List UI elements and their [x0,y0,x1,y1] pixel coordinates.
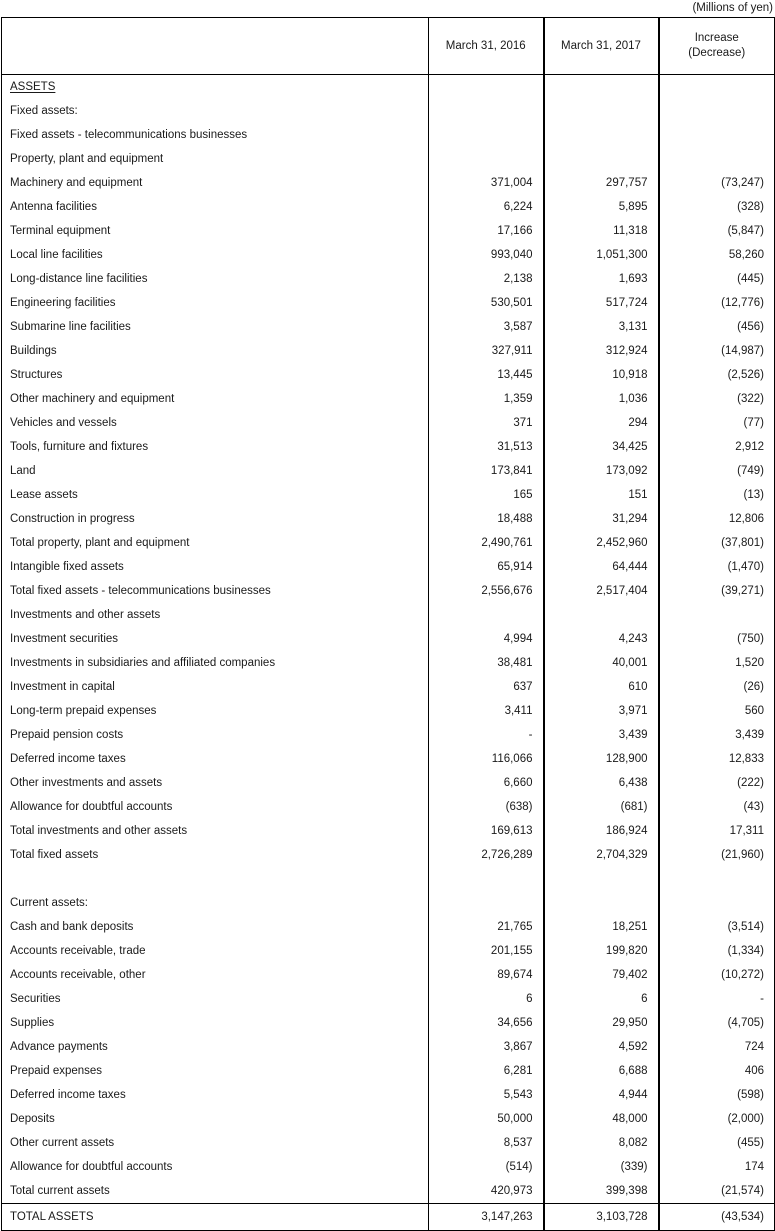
cell-value-2017 [544,99,659,123]
cell-value-2017 [544,867,659,891]
row-label: Construction in progress [2,507,429,531]
cell-value-2017: 29,950 [544,1011,659,1035]
row-label: Fixed assets: [2,99,429,123]
row-label: Long-term prepaid expenses [2,699,429,723]
row-label: Terminal equipment [2,219,429,243]
cell-value-2016: 2,556,676 [429,579,544,603]
table-row [2,531,775,555]
cell-value-2017: 6,438 [544,771,659,795]
cell-value-2016: 201,155 [429,939,544,963]
cell-value-2017: (681) [544,795,659,819]
cell-value-2017: (339) [544,1155,659,1179]
row-label: Current assets: [2,891,429,915]
cell-value-2017 [544,147,659,171]
table-row [2,315,775,339]
table-row [2,651,775,675]
cell-value-2017: 5,895 [544,195,659,219]
cell-value-2016: 6,224 [429,195,544,219]
cell-value-2016: 371,004 [429,171,544,195]
cell-value-change: 58,260 [659,243,775,267]
cell-value-change: (77) [659,411,775,435]
cell-value-2016: 6,660 [429,771,544,795]
cell-value-change: 724 [659,1035,775,1059]
cell-value-2017 [544,75,659,100]
cell-value-2016: 2,138 [429,267,544,291]
row-label: Allowance for doubtful accounts [2,1155,429,1179]
row-label: Securities [2,987,429,1011]
table-row [2,1131,775,1155]
row-label: Allowance for doubtful accounts [2,795,429,819]
cell-value-change: 17,311 [659,819,775,843]
row-label: Cash and bank deposits [2,915,429,939]
cell-value-2017 [544,891,659,915]
row-label: Machinery and equipment [2,171,429,195]
cell-value-change [659,603,775,627]
table-row [2,891,775,915]
cell-value-change: (2,526) [659,363,775,387]
cell-value-change: (43) [659,795,775,819]
row-label: Supplies [2,1011,429,1035]
cell-value-2016: - [429,723,544,747]
table-row [2,795,775,819]
cell-value-2016: 327,911 [429,339,544,363]
cell-value-2016: 3,867 [429,1035,544,1059]
row-label: Accounts receivable, trade [2,939,429,963]
cell-value-2016: (514) [429,1155,544,1179]
table-row [2,939,775,963]
table-row [2,267,775,291]
cell-value-change: (455) [659,1131,775,1155]
cell-value-change: (749) [659,459,775,483]
table-row [2,1035,775,1059]
row-label: Total current assets [2,1179,429,1204]
cell-value-change [659,75,775,100]
row-label: Deferred income taxes [2,1083,429,1107]
row-label [2,75,429,100]
cell-value-2016: 3,147,263 [429,1204,544,1231]
cell-value-2017: 294 [544,411,659,435]
table-row [2,555,775,579]
cell-value-2017: 1,051,300 [544,243,659,267]
cell-value-change: (10,272) [659,963,775,987]
cell-value-2017: 1,693 [544,267,659,291]
cell-value-2017: 10,918 [544,363,659,387]
header-cell-year-2017 [544,18,659,75]
cell-value-2017: 128,900 [544,747,659,771]
table-row [2,1179,775,1204]
cell-value-2017: 517,724 [544,291,659,315]
table-row [2,1155,775,1179]
cell-value-2016 [429,99,544,123]
cell-value-2017: 3,131 [544,315,659,339]
cell-value-change: (1,334) [659,939,775,963]
units-caption: (Millions of yen) [692,2,773,14]
cell-value-change: 12,806 [659,507,775,531]
cell-value-2017: 199,820 [544,939,659,963]
table-row [2,699,775,723]
table-row [2,75,775,100]
cell-value-change: (322) [659,387,775,411]
cell-value-change: (4,705) [659,1011,775,1035]
row-label: Deferred income taxes [2,747,429,771]
cell-value-change: (14,987) [659,339,775,363]
table-row [2,1204,775,1231]
row-label: Total investments and other assets [2,819,429,843]
table-row [2,771,775,795]
table-row [2,747,775,771]
table-row [2,963,775,987]
cell-value-2016 [429,891,544,915]
cell-value-2016: 31,513 [429,435,544,459]
cell-value-change [659,891,775,915]
cell-value-2016: 13,445 [429,363,544,387]
cell-value-2017: 2,704,329 [544,843,659,867]
cell-value-change [659,99,775,123]
table-body [2,75,775,1231]
cell-value-change: (222) [659,771,775,795]
row-label: Long-distance line facilities [2,267,429,291]
row-label: Investment securities [2,627,429,651]
row-label: Local line facilities [2,243,429,267]
cell-value-change: (43,534) [659,1204,775,1231]
cell-value-change: 1,520 [659,651,775,675]
cell-value-2017: 2,517,404 [544,579,659,603]
table-row [2,243,775,267]
row-label: Total fixed assets - telecommunications businesses [2,579,429,603]
row-label: Property, plant and equipment [2,147,429,171]
cell-value-2016: 17,166 [429,219,544,243]
row-label: Lease assets [2,483,429,507]
cell-value-change: (26) [659,675,775,699]
cell-value-change: (3,514) [659,915,775,939]
row-label: Structures [2,363,429,387]
cell-value-2016: 3,587 [429,315,544,339]
header-cell-increase-decrease [659,18,775,75]
cell-value-2017: 31,294 [544,507,659,531]
cell-value-2016: 530,501 [429,291,544,315]
cell-value-2016: 637 [429,675,544,699]
header-increase-line1: Increase [694,32,739,44]
cell-value-2017: 8,082 [544,1131,659,1155]
row-label: Other investments and assets [2,771,429,795]
header-cell-label [2,18,429,75]
cell-value-2016: 50,000 [429,1107,544,1131]
assets-balance-sheet-table [1,17,775,1231]
cell-value-change: (445) [659,267,775,291]
table-row [2,195,775,219]
cell-value-2016: 65,914 [429,555,544,579]
row-label: Investments and other assets [2,603,429,627]
table-row [2,723,775,747]
header-increase-line2: (Decrease) [688,47,746,59]
row-label: Total property, plant and equipment [2,531,429,555]
cell-value-change: 3,439 [659,723,775,747]
cell-value-change: 406 [659,1059,775,1083]
cell-value-2017: 3,439 [544,723,659,747]
cell-value-2016 [429,867,544,891]
row-label: Fixed assets - telecommunications businesses [2,123,429,147]
table-row [2,627,775,651]
cell-value-2017: 18,251 [544,915,659,939]
cell-value-2016: 2,490,761 [429,531,544,555]
cell-value-2016: 89,674 [429,963,544,987]
table-row [2,1107,775,1131]
table-row [2,987,775,1011]
cell-value-2016 [429,75,544,100]
cell-value-change: 560 [659,699,775,723]
cell-value-2017 [544,603,659,627]
cell-value-2017: 297,757 [544,171,659,195]
cell-value-2017: 3,971 [544,699,659,723]
row-label: Accounts receivable, other [2,963,429,987]
table-row [2,147,775,171]
cell-value-change: (750) [659,627,775,651]
cell-value-2017: 2,452,960 [544,531,659,555]
row-label: Prepaid expenses [2,1059,429,1083]
table-row [2,843,775,867]
row-label: Other machinery and equipment [2,387,429,411]
cell-value-2017: 79,402 [544,963,659,987]
cell-value-change: (2,000) [659,1107,775,1131]
row-label: Engineering facilities [2,291,429,315]
cell-value-change: (21,960) [659,843,775,867]
cell-value-2016: 4,994 [429,627,544,651]
table-header-row [2,18,775,75]
cell-value-2017: 11,318 [544,219,659,243]
cell-value-2016: 6,281 [429,1059,544,1083]
cell-value-2016: 5,543 [429,1083,544,1107]
cell-value-2016 [429,603,544,627]
table-row [2,363,775,387]
row-label: Land [2,459,429,483]
cell-value-2016: 420,973 [429,1179,544,1204]
row-label: Tools, furniture and fixtures [2,435,429,459]
cell-value-2016: 371 [429,411,544,435]
cell-value-change: (13) [659,483,775,507]
table-row [2,915,775,939]
cell-value-change: 2,912 [659,435,775,459]
row-label: Investment in capital [2,675,429,699]
cell-value-2017: 4,243 [544,627,659,651]
cell-value-change: (73,247) [659,171,775,195]
cell-value-change: (39,271) [659,579,775,603]
cell-value-2016: 169,613 [429,819,544,843]
section-title: ASSETS [10,81,56,93]
cell-value-2016: 6 [429,987,544,1011]
row-label: Vehicles and vessels [2,411,429,435]
cell-value-2017: 48,000 [544,1107,659,1131]
table-row [2,1011,775,1035]
row-label: Submarine line facilities [2,315,429,339]
cell-value-change: (21,574) [659,1179,775,1204]
cell-value-2017: 3,103,728 [544,1204,659,1231]
cell-value-2016: 18,488 [429,507,544,531]
cell-value-2016: 3,411 [429,699,544,723]
row-label: Other current assets [2,1131,429,1155]
cell-value-change [659,123,775,147]
table-row [2,99,775,123]
cell-value-2016: 1,359 [429,387,544,411]
row-label: Intangible fixed assets [2,555,429,579]
table-row [2,435,775,459]
cell-value-change: (12,776) [659,291,775,315]
cell-value-2016 [429,147,544,171]
row-label [2,867,429,891]
table-row [2,579,775,603]
cell-value-2017: 34,425 [544,435,659,459]
cell-value-change: (598) [659,1083,775,1107]
cell-value-2017: 64,444 [544,555,659,579]
cell-value-2017: 173,092 [544,459,659,483]
cell-value-change: (1,470) [659,555,775,579]
table-row [2,867,775,891]
table-row [2,1083,775,1107]
cell-value-2017: 1,036 [544,387,659,411]
cell-value-2016 [429,123,544,147]
cell-value-2016: 173,841 [429,459,544,483]
row-label: TOTAL ASSETS [2,1204,429,1231]
cell-value-change: (456) [659,315,775,339]
table-row [2,507,775,531]
cell-value-2017: 4,592 [544,1035,659,1059]
row-label: Buildings [2,339,429,363]
cell-value-2016: 116,066 [429,747,544,771]
row-label: Prepaid pension costs [2,723,429,747]
cell-value-2016: 165 [429,483,544,507]
cell-value-2016: 8,537 [429,1131,544,1155]
cell-value-2016: 34,656 [429,1011,544,1035]
cell-value-2017: 151 [544,483,659,507]
cell-value-change: 12,833 [659,747,775,771]
header-year-2017-text: March 31, 2017 [561,39,641,52]
row-label: Total fixed assets [2,843,429,867]
cell-value-2016: 38,481 [429,651,544,675]
header-cell-year-2016: March 31, 2016 [429,18,544,75]
table-row [2,483,775,507]
table-row [2,1059,775,1083]
cell-value-2017: 40,001 [544,651,659,675]
table-row [2,219,775,243]
cell-value-2016: 21,765 [429,915,544,939]
row-label: Deposits [2,1107,429,1131]
cell-value-2017: 6,688 [544,1059,659,1083]
cell-value-change: 174 [659,1155,775,1179]
table-row [2,339,775,363]
cell-value-2017: 399,398 [544,1179,659,1204]
cell-value-2017: 312,924 [544,339,659,363]
cell-value-2017: 610 [544,675,659,699]
cell-value-2016: 993,040 [429,243,544,267]
table-row [2,387,775,411]
cell-value-change: - [659,987,775,1011]
cell-value-2016: 2,726,289 [429,843,544,867]
cell-value-2016: (638) [429,795,544,819]
row-label: Advance payments [2,1035,429,1059]
row-label: Antenna facilities [2,195,429,219]
cell-value-2017: 6 [544,987,659,1011]
table-row [2,819,775,843]
row-label: Investments in subsidiaries and affiliated companies [2,651,429,675]
cell-value-change: (5,847) [659,219,775,243]
cell-value-change: (328) [659,195,775,219]
table-row [2,459,775,483]
table-row [2,675,775,699]
table-row [2,291,775,315]
cell-value-2017: 4,944 [544,1083,659,1107]
cell-value-change: (37,801) [659,531,775,555]
cell-value-change [659,147,775,171]
cell-value-2017 [544,123,659,147]
cell-value-change [659,867,775,891]
table-row [2,171,775,195]
table-row [2,411,775,435]
table-row [2,603,775,627]
cell-value-2017: 186,924 [544,819,659,843]
table-row [2,123,775,147]
